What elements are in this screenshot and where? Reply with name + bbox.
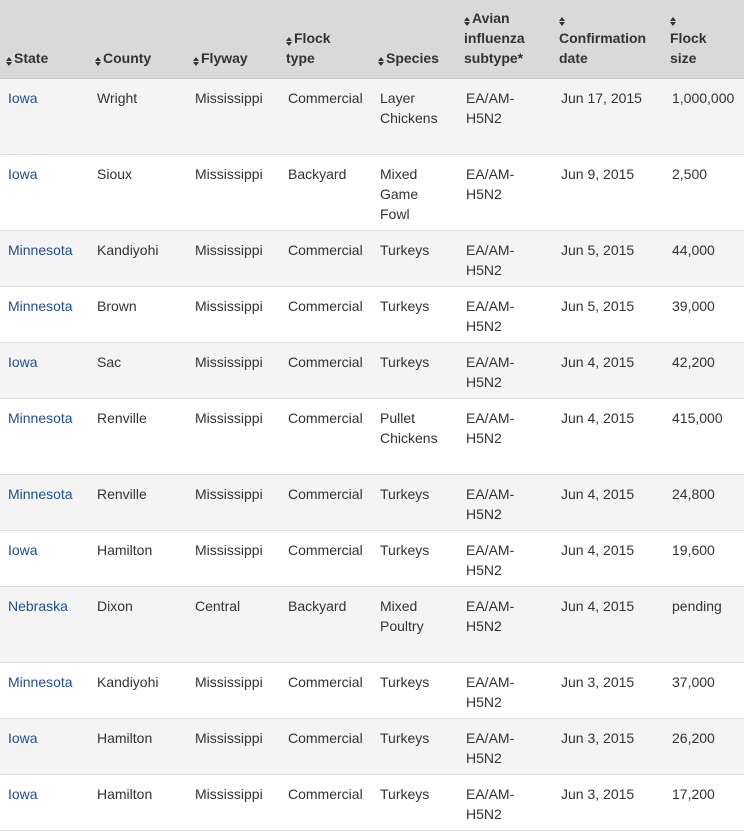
table-body (0, 79, 744, 831)
table-row (0, 475, 744, 531)
cell-county (89, 287, 187, 343)
cell-state (0, 719, 89, 775)
cell-date (553, 663, 664, 719)
cell-species-text: Turkeys (380, 486, 430, 502)
cell-flock-type (280, 663, 372, 719)
cell-subtype-text: EA/AM-H5N2 (466, 786, 515, 822)
cell-size (664, 155, 744, 231)
cell-flyway (187, 155, 280, 231)
state-link[interactable]: Iowa (8, 730, 38, 746)
cell-size-text: 19,600 (672, 542, 715, 558)
sort-icon[interactable] (378, 57, 385, 67)
cell-subtype-text: EA/AM-H5N2 (466, 730, 515, 766)
table-row (0, 287, 744, 343)
cell-date (553, 231, 664, 287)
header-row (0, 0, 744, 79)
cell-flyway-text: Mississippi (195, 354, 263, 370)
cell-date (553, 775, 664, 831)
cell-county (89, 663, 187, 719)
state-link[interactable]: Minnesota (8, 242, 73, 258)
cell-flyway-text: Mississippi (195, 486, 263, 502)
table-row (0, 719, 744, 775)
cell-size (664, 719, 744, 775)
column-header-label: State (14, 50, 49, 66)
cell-state (0, 399, 89, 475)
cell-species-text: Turkeys (380, 242, 430, 258)
cell-species (372, 231, 458, 287)
cell-county-text: Kandiyohi (97, 242, 159, 258)
cell-flock-type (280, 775, 372, 831)
table-header (0, 0, 744, 79)
cell-flyway (187, 79, 280, 155)
cell-county-text: Kandiyohi (97, 674, 159, 690)
sort-icon[interactable] (95, 57, 102, 67)
cell-county (89, 475, 187, 531)
column-header-flock-type[interactable] (280, 0, 372, 79)
cell-date (553, 287, 664, 343)
cell-flock-type-text: Commercial (288, 90, 363, 106)
cell-subtype-text: EA/AM-H5N2 (466, 410, 515, 446)
cell-subtype-text: EA/AM-H5N2 (466, 674, 515, 710)
cell-flock-type-text: Commercial (288, 410, 363, 426)
sort-icon[interactable] (286, 37, 293, 47)
cell-flyway (187, 343, 280, 399)
cell-size-text: 26,200 (672, 730, 715, 746)
cell-date-text: Jun 4, 2015 (561, 486, 635, 502)
sort-icon[interactable] (6, 57, 13, 67)
cell-species (372, 719, 458, 775)
column-header-label: Avian influenza subtype* (464, 10, 525, 66)
cell-date-text: Jun 4, 2015 (561, 598, 635, 614)
cell-size (664, 287, 744, 343)
cell-subtype (458, 399, 553, 475)
cell-flyway-text: Mississippi (195, 298, 263, 314)
cell-county-text: Hamilton (97, 786, 153, 802)
cell-county-text: Renville (97, 486, 147, 502)
cell-date (553, 587, 664, 663)
cell-size-text: 44,000 (672, 242, 715, 258)
sort-icon[interactable] (670, 17, 677, 27)
column-header-subtype[interactable] (458, 0, 553, 79)
cell-date (553, 343, 664, 399)
cell-county (89, 719, 187, 775)
sort-icon[interactable] (464, 17, 471, 27)
cell-state (0, 587, 89, 663)
cell-state (0, 775, 89, 831)
cell-county (89, 231, 187, 287)
cell-date (553, 475, 664, 531)
table-row (0, 231, 744, 287)
cell-county-text: Brown (97, 298, 137, 314)
column-header-label: County (103, 50, 152, 66)
cell-date-text: Jun 5, 2015 (561, 298, 635, 314)
cell-species (372, 587, 458, 663)
cell-flock-type (280, 719, 372, 775)
cell-subtype (458, 287, 553, 343)
cell-date-text: Jun 3, 2015 (561, 786, 635, 802)
cell-flock-type (280, 155, 372, 231)
column-header-species[interactable] (372, 0, 458, 79)
cell-flock-type (280, 287, 372, 343)
cell-species-text: Mixed Game Fowl (380, 166, 419, 222)
state-link[interactable]: Minnesota (8, 298, 73, 314)
state-link[interactable]: Minnesota (8, 410, 73, 426)
column-header-label: Flyway (201, 50, 248, 66)
cell-flock-type (280, 475, 372, 531)
cell-flyway (187, 231, 280, 287)
cell-size-text: 2,500 (672, 166, 708, 182)
cell-size (664, 587, 744, 663)
cell-county (89, 343, 187, 399)
cell-subtype-text: EA/AM-H5N2 (466, 166, 515, 202)
cell-flyway (187, 775, 280, 831)
cell-flock-type (280, 587, 372, 663)
cell-flock-type (280, 79, 372, 155)
state-link[interactable]: Minnesota (8, 674, 73, 690)
cell-county (89, 531, 187, 587)
column-header-label: Flock size (670, 30, 707, 66)
cell-date (553, 399, 664, 475)
cell-county (89, 79, 187, 155)
cell-flyway-text: Central (195, 598, 241, 614)
table-row (0, 531, 744, 587)
cell-species-text: Mixed Poultry (380, 598, 424, 634)
state-link[interactable]: Iowa (8, 786, 38, 802)
cell-species-text: Turkeys (380, 354, 430, 370)
cell-flyway-text: Mississippi (195, 242, 263, 258)
cell-subtype (458, 475, 553, 531)
cell-flyway-text: Mississippi (195, 90, 263, 106)
cell-subtype (458, 775, 553, 831)
cell-subtype (458, 231, 553, 287)
cell-flock-type (280, 531, 372, 587)
cell-species-text: Turkeys (380, 542, 430, 558)
cell-species (372, 399, 458, 475)
table-row (0, 79, 744, 155)
cell-state (0, 531, 89, 587)
sort-icon[interactable] (559, 17, 566, 27)
table-row (0, 775, 744, 831)
column-header-label: Species (386, 50, 439, 66)
column-header-county[interactable] (89, 0, 187, 79)
cell-subtype (458, 663, 553, 719)
cell-flyway (187, 663, 280, 719)
cell-flock-type (280, 343, 372, 399)
cell-species (372, 79, 458, 155)
state-link[interactable]: Minnesota (8, 486, 73, 502)
cell-size (664, 775, 744, 831)
column-header-label: Confirmation date (559, 30, 647, 66)
cell-size-text: pending (672, 598, 722, 614)
cell-subtype-text: EA/AM-H5N2 (466, 486, 515, 522)
cell-size-text: 37,000 (672, 674, 715, 690)
cell-size (664, 231, 744, 287)
cell-flyway (187, 719, 280, 775)
cell-flock-type (280, 231, 372, 287)
cell-flyway-text: Mississippi (195, 542, 263, 558)
cell-size-text: 24,800 (672, 486, 715, 502)
column-header-state[interactable] (0, 0, 89, 79)
table-row (0, 343, 744, 399)
cell-subtype (458, 79, 553, 155)
cell-date-text: Jun 17, 2015 (561, 90, 642, 106)
cell-flock-type-text: Backyard (288, 598, 347, 614)
cell-subtype (458, 155, 553, 231)
cell-species (372, 287, 458, 343)
cell-size-text: 1,000,000 (672, 90, 735, 106)
cell-subtype (458, 531, 553, 587)
cell-state (0, 475, 89, 531)
cell-date-text: Jun 3, 2015 (561, 674, 635, 690)
cell-state (0, 155, 89, 231)
cell-county-text: Hamilton (97, 730, 153, 746)
sort-icon[interactable] (193, 57, 200, 67)
cell-species (372, 775, 458, 831)
cell-species-text: Turkeys (380, 298, 430, 314)
cell-flock-type-text: Commercial (288, 354, 363, 370)
cell-date-text: Jun 5, 2015 (561, 242, 635, 258)
cell-flock-type-text: Commercial (288, 298, 363, 314)
cell-flyway (187, 287, 280, 343)
cell-county-text: Dixon (97, 598, 133, 614)
column-header-date[interactable] (553, 0, 664, 79)
cell-flyway (187, 587, 280, 663)
cell-subtype-text: EA/AM-H5N2 (466, 90, 515, 126)
cell-size (664, 343, 744, 399)
cell-subtype-text: EA/AM-H5N2 (466, 598, 515, 634)
cell-subtype-text: EA/AM-H5N2 (466, 242, 515, 278)
cell-size (664, 475, 744, 531)
cell-flock-type-text: Commercial (288, 542, 363, 558)
cell-county (89, 587, 187, 663)
cell-state (0, 79, 89, 155)
cell-species (372, 155, 458, 231)
state-link[interactable]: Iowa (8, 542, 38, 558)
cell-flock-type-text: Commercial (288, 486, 363, 502)
cell-county-text: Hamilton (97, 542, 153, 558)
cell-date (553, 155, 664, 231)
table-row (0, 399, 744, 475)
cell-size (664, 663, 744, 719)
cell-county-text: Wright (97, 90, 138, 106)
cell-county (89, 155, 187, 231)
state-link[interactable]: Nebraska (8, 598, 68, 614)
cell-flyway (187, 399, 280, 475)
cell-flock-type-text: Commercial (288, 674, 363, 690)
cell-county-text: Sioux (97, 166, 133, 182)
cell-subtype-text: EA/AM-H5N2 (466, 354, 515, 390)
table-row (0, 663, 744, 719)
cell-species-text: Pullet Chickens (380, 410, 438, 446)
cell-flyway (187, 475, 280, 531)
cell-date-text: Jun 4, 2015 (561, 542, 635, 558)
table-row (0, 155, 744, 231)
cell-size-text: 42,200 (672, 354, 715, 370)
cell-county-text: Renville (97, 410, 147, 426)
state-link[interactable]: Iowa (8, 166, 38, 182)
cell-species-text: Turkeys (380, 786, 430, 802)
cell-state (0, 231, 89, 287)
cell-flyway (187, 531, 280, 587)
cell-species (372, 531, 458, 587)
state-link[interactable]: Iowa (8, 90, 38, 106)
cell-size-text: 39,000 (672, 298, 715, 314)
cell-flyway-text: Mississippi (195, 166, 263, 182)
cell-date-text: Jun 4, 2015 (561, 354, 635, 370)
cell-size (664, 79, 744, 155)
cell-subtype (458, 719, 553, 775)
state-link[interactable]: Iowa (8, 354, 38, 370)
cell-size (664, 531, 744, 587)
table-row (0, 587, 744, 663)
cell-flyway-text: Mississippi (195, 674, 263, 690)
cell-state (0, 343, 89, 399)
cell-size (664, 399, 744, 475)
column-header-size[interactable] (664, 0, 744, 79)
cell-size-text: 415,000 (672, 410, 723, 426)
cell-county (89, 775, 187, 831)
column-header-flyway[interactable] (187, 0, 280, 79)
cell-subtype-text: EA/AM-H5N2 (466, 542, 515, 578)
cell-date-text: Jun 9, 2015 (561, 166, 635, 182)
cell-date (553, 79, 664, 155)
cell-size-text: 17,200 (672, 786, 715, 802)
cell-subtype (458, 587, 553, 663)
cell-flock-type-text: Commercial (288, 730, 363, 746)
cell-flyway-text: Mississippi (195, 786, 263, 802)
cell-flock-type (280, 399, 372, 475)
cell-species (372, 475, 458, 531)
cell-species-text: Layer Chickens (380, 90, 438, 126)
cell-subtype-text: EA/AM-H5N2 (466, 298, 515, 334)
cell-date (553, 719, 664, 775)
cell-flock-type-text: Commercial (288, 242, 363, 258)
column-header-label: Flock type (286, 30, 331, 66)
cell-species (372, 663, 458, 719)
cell-date-text: Jun 4, 2015 (561, 410, 635, 426)
cell-species (372, 343, 458, 399)
cell-flyway-text: Mississippi (195, 730, 263, 746)
cell-subtype (458, 343, 553, 399)
cell-flock-type-text: Commercial (288, 786, 363, 802)
cell-flock-type-text: Backyard (288, 166, 347, 182)
cell-state (0, 287, 89, 343)
cell-date (553, 531, 664, 587)
cell-species-text: Turkeys (380, 730, 430, 746)
cell-county-text: Sac (97, 354, 122, 370)
cell-state (0, 663, 89, 719)
cell-flyway-text: Mississippi (195, 410, 263, 426)
cell-species-text: Turkeys (380, 674, 430, 690)
cell-county (89, 399, 187, 475)
cell-date-text: Jun 3, 2015 (561, 730, 635, 746)
